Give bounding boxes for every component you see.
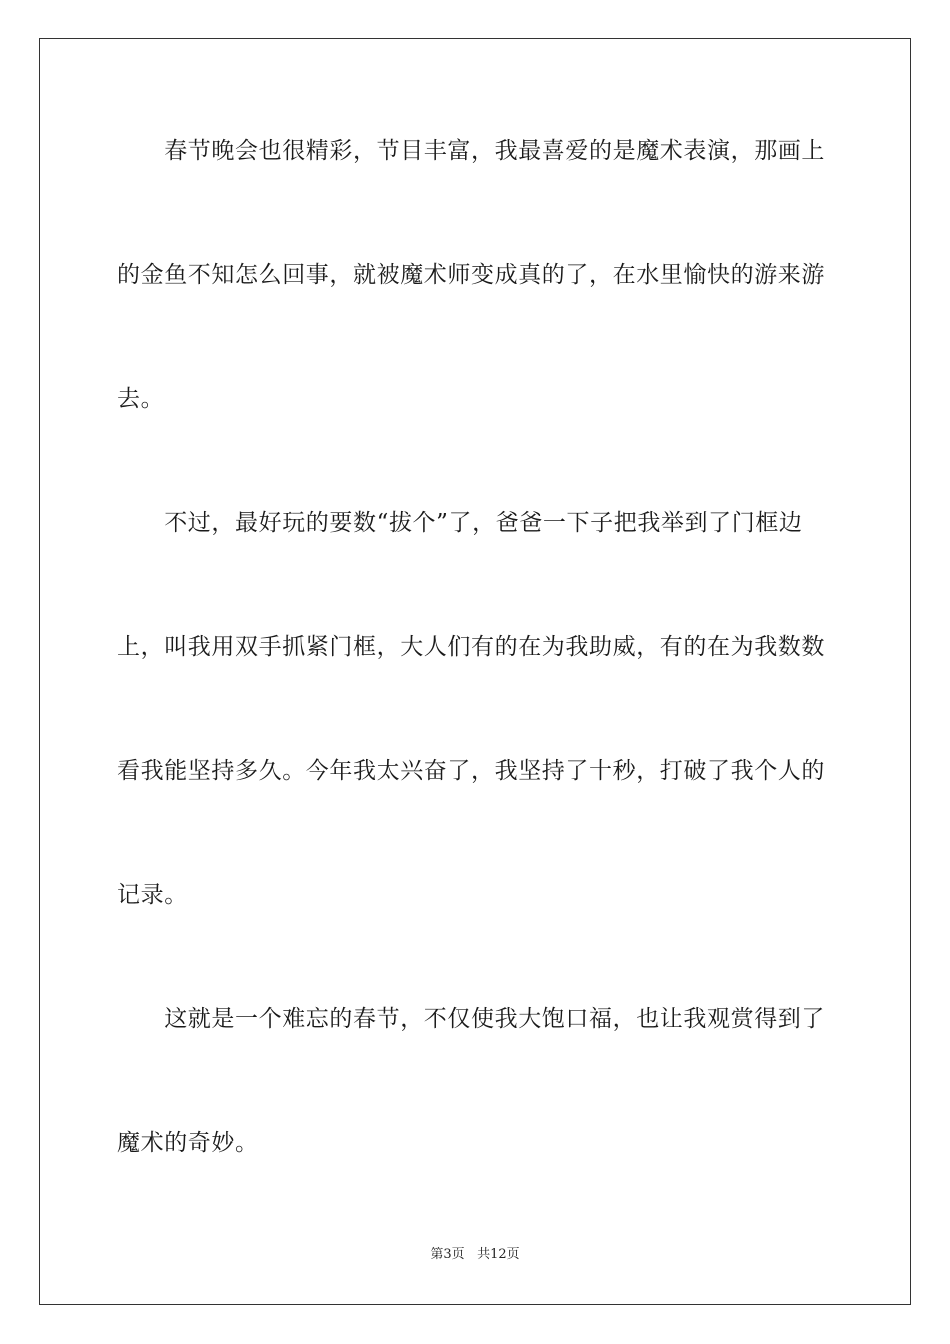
- page-number: 第3页: [430, 1247, 465, 1262]
- paragraph-line: 去。: [117, 386, 165, 412]
- paragraph-line: 春节晚会也很精彩，节目丰富，我最喜爱的是魔术表演，那画上: [117, 138, 825, 164]
- paragraph-line: 不过，最好玩的要数“拔个”了，爸爸一下子把我举到了门框边: [117, 510, 803, 536]
- page-border: [39, 38, 911, 1305]
- paragraph-line: 看我能坚持多久。今年我太兴奋了，我坚持了十秒，打破了我个人的: [117, 758, 825, 784]
- page-footer: [0, 1246, 950, 1264]
- paragraph-line: 记录。: [117, 882, 188, 908]
- paragraph-line: 这就是一个难忘的春节，不仅使我大饱口福，也让我观赏得到了: [117, 1006, 825, 1032]
- page-total: 共12页: [477, 1247, 520, 1262]
- paragraph-line: 的金鱼不知怎么回事，就被魔术师变成真的了，在水里愉快的游来游: [117, 262, 825, 288]
- paragraph-line: 魔术的奇妙。: [117, 1130, 259, 1156]
- paragraph-line: 上，叫我用双手抓紧门框，大人们有的在为我助威，有的在为我数数: [117, 634, 825, 660]
